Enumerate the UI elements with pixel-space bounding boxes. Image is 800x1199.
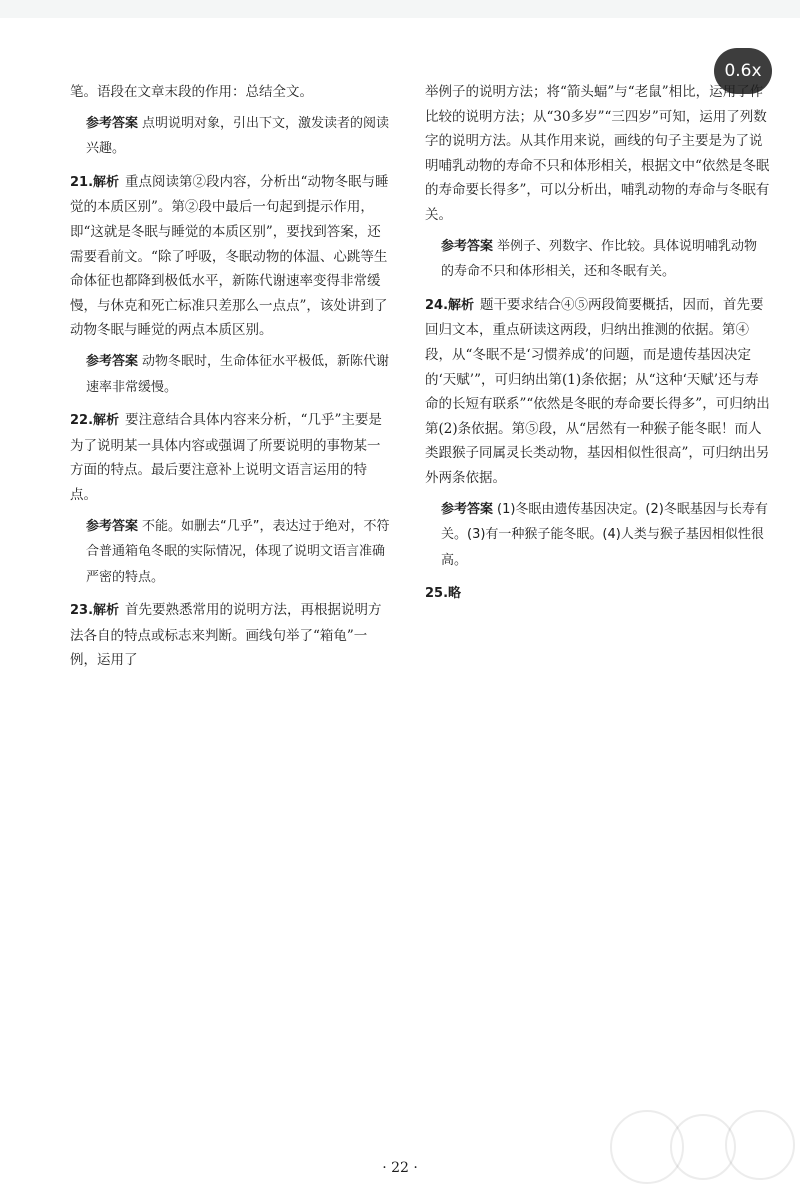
reference-answer bbox=[425, 497, 770, 574]
answer-text: (1)冬眠由遗传基因决定。(2)冬眠基因与长寿有关。(3)有一种猴子能冬眠。(4)人类与猴子基因相似性很高。 bbox=[441, 501, 768, 568]
reference-answer bbox=[70, 349, 390, 400]
question-number: 24. bbox=[425, 297, 449, 313]
answer-text: 点明说明对象，引出下文，激发读者的阅读兴趣。 bbox=[86, 115, 390, 157]
analysis-label: 解析 bbox=[93, 413, 120, 429]
answer-label: 参考答案 bbox=[441, 501, 494, 517]
question-number: 21. bbox=[70, 174, 94, 190]
question-analysis bbox=[70, 598, 390, 673]
answer-label: 参考答案 bbox=[441, 238, 494, 254]
question-analysis bbox=[425, 581, 770, 607]
paragraph-text: 举例子的说明方法；将“箭头蝠”与“老鼠”相比，运用了作比较的说明方法；从“30多岁”“三四岁”可知，运用了列数字的说明方法。从其作用来说，画线的句子主要是为了说明哺乳动物的寿命不只和体形相关，根据文中“依然是冬眠的寿命要长得多”，可以分析出，哺乳动物的寿命与冬眠有关。 bbox=[425, 84, 770, 223]
analysis-text: 重点阅读第②段内容，分析出“动物冬眠与睡觉的本质区别”。第②段中最后一句起到提示作用，即“这就是冬眠与睡觉的本质区别”，要找到答案，还需要看前文。“除了呼吸，冬眠动物的体温、心跳等生命体征也都降到极低水平，新陈代谢速率变得非常缓慢，与休克和死亡标准只差那么一点点”，该处讲到了动物冬眠与睡觉的两点本质区别。 bbox=[70, 173, 389, 339]
analysis-label: 略 bbox=[448, 586, 462, 602]
question-analysis bbox=[425, 293, 770, 491]
analysis-text: 题干要求结合④⑤两段简要概括，因而，首先要回归文本，重点研读这两段，归纳出推测的依据。第④段，从“冬眠不是‘习惯养成’的问题，而是遗传基因决定的‘天赋’”，可归纳出第(1)条依据；从“这种‘天赋’还与寿命的长短有联系”“依然是冬眠的寿命要长得多”，可归纳出第(2)条依据。第⑤段，从“居然有一种猴子能冬眠！而人类跟猴子同属灵长类动物，基因相似性很高”，可归纳出另外两条依据。 bbox=[425, 296, 770, 486]
answer-text: 动物冬眠时，生命体征水平极低，新陈代谢速率非常缓慢。 bbox=[86, 353, 390, 395]
reference-answer bbox=[425, 234, 770, 285]
question-number: 25. bbox=[425, 586, 449, 602]
analysis-label: 解析 bbox=[93, 174, 120, 190]
answer-text: 不能。如删去“几乎”，表达过于绝对，不符合普通箱龟冬眠的实际情况，体现了说明文语言准确严密的特点。 bbox=[86, 518, 390, 585]
analysis-label: 解析 bbox=[448, 297, 475, 313]
zoom-level-badge[interactable]: 0.6x bbox=[714, 48, 772, 94]
analysis-label: 解析 bbox=[93, 603, 120, 619]
answer-text: 举例子、列数字、作比较。具体说明哺乳动物的寿命不只和体形相关，还和冬眠有关。 bbox=[441, 238, 758, 280]
reference-answer bbox=[70, 111, 390, 162]
paragraph-text: 笔。语段在文章末段的作用：总结全文。 bbox=[70, 84, 313, 100]
answer-label: 参考答案 bbox=[86, 115, 139, 131]
page-number: · 22 · bbox=[382, 1160, 418, 1176]
right-column bbox=[425, 80, 770, 613]
question-analysis bbox=[70, 170, 390, 343]
analysis-text: 要注意结合具体内容来分析，“几乎”主要是为了说明某一具体内容或强调了所要说明的事物某一方面的特点。最后要注意补上说明文语言运用的特点。 bbox=[70, 412, 382, 503]
question-number: 22. bbox=[70, 413, 94, 429]
paragraph bbox=[425, 80, 770, 228]
analysis-text: 首先要熟悉常用的说明方法，再根据说明方法各自的特点或标志来判断。画线句举了“箱龟”一例，运用了 bbox=[70, 602, 382, 669]
reference-answer bbox=[70, 514, 390, 591]
question-number: 23. bbox=[70, 603, 94, 619]
answer-label: 参考答案 bbox=[86, 518, 139, 534]
question-analysis bbox=[70, 408, 390, 507]
left-column bbox=[70, 80, 390, 679]
answer-label: 参考答案 bbox=[86, 353, 139, 369]
paragraph bbox=[70, 80, 390, 105]
top-strip bbox=[0, 0, 800, 18]
watermark-logo bbox=[610, 1110, 790, 1190]
